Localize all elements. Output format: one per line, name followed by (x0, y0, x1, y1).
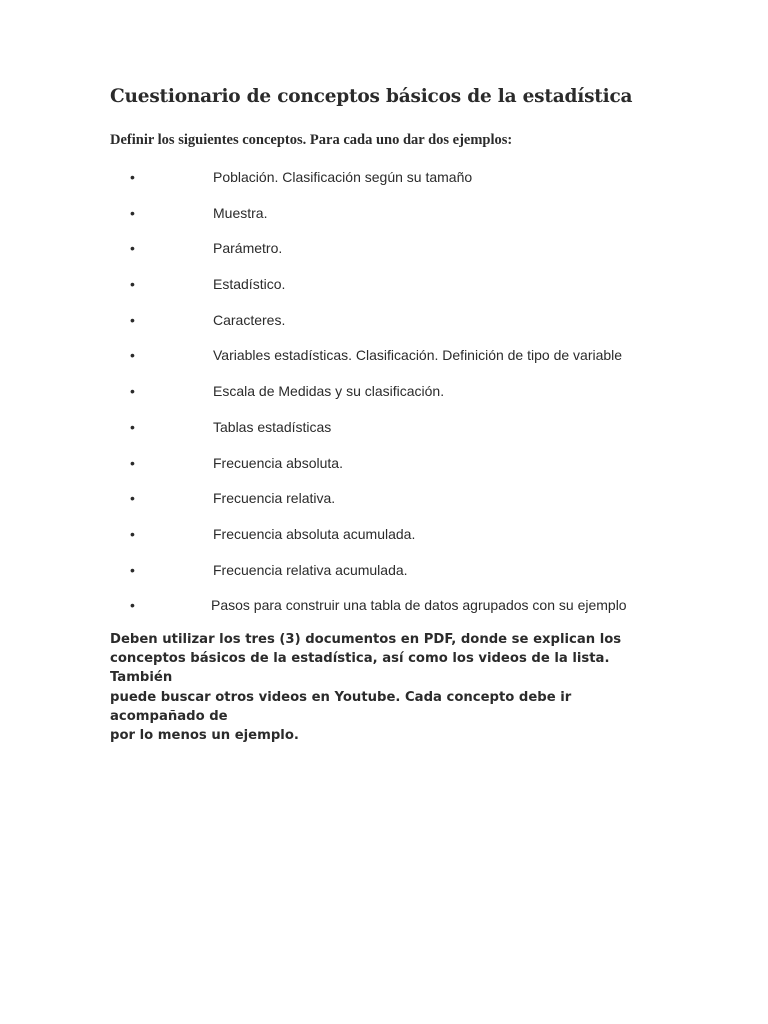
list-item-text: Frecuencia absoluta acumulada. (213, 525, 416, 542)
list-item (110, 273, 670, 309)
concept-list (110, 166, 670, 630)
list-item-text: Tablas estadísticas (213, 418, 332, 435)
list-item-text: Parámetro. (213, 240, 283, 257)
instruction-heading: Definir los siguientes conceptos. Para cada uno dar dos ejemplos: (110, 132, 513, 148)
list-item (110, 166, 670, 202)
list-item (110, 523, 670, 559)
bullet-icon: • (130, 347, 135, 364)
list-item-text: Estadístico. (213, 276, 286, 293)
list-item (110, 452, 670, 488)
list-item (110, 416, 670, 452)
bullet-icon: • (130, 240, 135, 257)
list-item (110, 202, 670, 238)
note-line: Deben utilizar los tres (3) documentos en PDF, donde se explican los (110, 632, 622, 647)
list-item (110, 237, 670, 273)
list-item-text: Escala de Medidas y su clasificación. (213, 383, 445, 400)
list-item (110, 380, 670, 416)
note-line: puede buscar otros videos en Youtube. Cada concepto debe ir acompañado de (110, 689, 572, 724)
bullet-icon: • (130, 561, 135, 578)
list-item-text: Muestra. (213, 204, 268, 221)
bullet-icon: • (130, 276, 135, 293)
bullet-icon: • (130, 311, 135, 328)
list-item-text: Frecuencia relativa acumulada. (213, 561, 408, 578)
list-item (110, 559, 670, 595)
bullet-icon: • (130, 204, 135, 221)
list-item (110, 594, 670, 630)
bullet-icon: • (130, 597, 135, 614)
note-line: por lo menos un ejemplo. (110, 728, 299, 744)
list-item (110, 344, 670, 380)
bullet-icon: • (130, 169, 135, 185)
list-item-text: Frecuencia absoluta. (213, 454, 343, 471)
list-item (110, 309, 670, 345)
bullet-icon: • (130, 490, 135, 507)
bullet-icon: • (130, 418, 135, 435)
document-title: Cuestionario de conceptos básicos de la estadística (110, 86, 633, 107)
list-item-text: Frecuencia relativa. (213, 490, 336, 507)
list-item-text: Variables estadísticas. Clasificación. Definición de tipo de variable (213, 347, 623, 364)
list-item-text: Caracteres. (213, 311, 286, 328)
bullet-icon: • (130, 383, 135, 400)
list-item (110, 487, 670, 523)
bullet-icon: • (130, 525, 135, 542)
instructions-note (110, 630, 670, 745)
bullet-icon: • (130, 454, 135, 471)
list-item-text: Pasos para construir una tabla de datos agrupados con su ejemplo (211, 597, 627, 614)
list-item-text: Población. Clasificación según su tamaño (213, 169, 473, 185)
note-line: conceptos básicos de la estadística, así como los videos de la lista. También (110, 651, 610, 686)
